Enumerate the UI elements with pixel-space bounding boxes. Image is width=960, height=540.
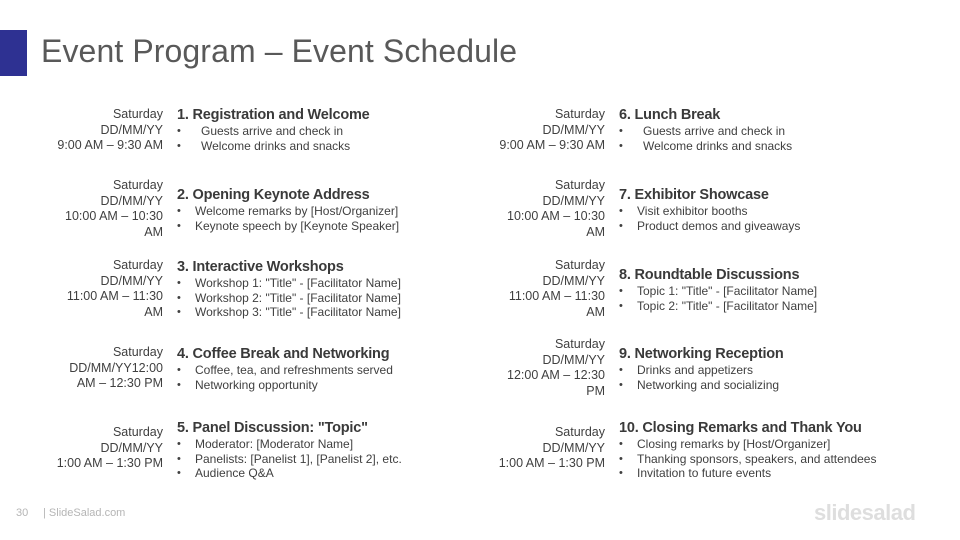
bullet-item: • Workshop 2: "Title" - [Facilitator Name]	[177, 291, 401, 306]
event-bullets	[619, 204, 800, 233]
bullet-item: • Moderator: [Moderator Name]	[177, 437, 402, 452]
footer-site-link: | SlideSalad.com	[43, 507, 126, 519]
event-title: 1. Registration and Welcome	[177, 107, 370, 123]
event-4-when	[30, 345, 163, 392]
event-time-suffix: AM	[586, 304, 605, 319]
event-time: 12:00 AM – 12:30	[507, 368, 605, 382]
event-time: 1:00 AM – 1:30 PM	[56, 456, 163, 470]
bullet-item: • Welcome remarks by [Host/Organizer]	[177, 204, 399, 219]
bullet-item: • Panelists: [Panelist 1], [Panelist 2], etc.	[177, 452, 402, 467]
event-time-suffix: AM	[144, 224, 163, 239]
event-5-when	[30, 425, 163, 472]
event-bullets	[177, 276, 401, 320]
event-date: DD/MM/YY12:00	[69, 360, 163, 375]
event-day: Saturday	[112, 178, 163, 192]
event-date: DD/MM/YY	[542, 440, 605, 455]
bullet-item: • Visit exhibitor booths	[619, 204, 800, 219]
event-date: DD/MM/YY	[542, 352, 605, 367]
event-bullets	[177, 204, 399, 233]
event-day: Saturday	[554, 337, 605, 351]
bullet-item: • Workshop 3: "Title" - [Facilitator Name]	[177, 305, 401, 320]
event-9-when	[470, 337, 605, 399]
event-bullets	[177, 124, 370, 153]
title-accent-bar	[0, 30, 27, 76]
event-4-info	[177, 346, 393, 392]
bullet-item: • Closing remarks by [Host/Organizer]	[619, 437, 876, 452]
event-8-when	[470, 258, 605, 320]
page-number: 30	[16, 507, 29, 519]
event-5-info	[177, 420, 402, 481]
event-3-when	[30, 258, 163, 320]
event-1-when	[30, 107, 163, 154]
bullet-item: • Networking opportunity	[177, 378, 393, 393]
bullet-item: • Keynote speech by [Keynote Speaker]	[177, 219, 399, 234]
event-bullets	[619, 124, 792, 153]
event-8-info	[619, 267, 817, 313]
bullet-item: • Product demos and giveaways	[619, 219, 800, 234]
event-10-when	[470, 425, 605, 472]
bullet-item: • Topic 1: "Title" - [Facilitator Name]	[619, 284, 817, 299]
bullet-item: • Coffee, tea, and refreshments served	[177, 363, 393, 378]
event-3-info	[177, 259, 401, 320]
event-bullets	[177, 437, 402, 481]
event-7-when	[470, 178, 605, 240]
bullet-item: • Networking and socializing	[619, 378, 784, 393]
bullet-item: • Workshop 1: "Title" - [Facilitator Name]	[177, 276, 401, 291]
event-date: DD/MM/YY	[100, 273, 163, 288]
bullet-item: • Welcome drinks and snacks	[619, 139, 792, 154]
event-time: 11:00 AM – 11:30	[508, 289, 605, 303]
event-time: AM – 12:30 PM	[76, 376, 163, 390]
event-2-when	[30, 178, 163, 240]
brand-logo: slidesalad	[814, 500, 916, 525]
event-time-suffix: AM	[144, 304, 163, 319]
event-day: Saturday	[554, 425, 605, 439]
event-date: DD/MM/YY	[100, 193, 163, 208]
bullet-item: • Audience Q&A	[177, 466, 402, 481]
page-title: Event Program – Event Schedule	[41, 33, 518, 69]
event-title: 2. Opening Keynote Address	[177, 187, 370, 203]
event-10-info	[619, 420, 876, 481]
event-time: 10:00 AM – 10:30	[65, 209, 163, 223]
event-title: 3. Interactive Workshops	[177, 259, 344, 275]
event-title: 10. Closing Remarks and Thank You	[619, 420, 862, 436]
event-time: 9:00 AM – 9:30 AM	[57, 138, 163, 152]
event-day: Saturday	[554, 258, 605, 272]
bullet-item: • Thanking sponsors, speakers, and attendees	[619, 452, 876, 467]
event-7-info	[619, 187, 800, 233]
event-bullets	[177, 363, 393, 392]
event-date: DD/MM/YY	[100, 440, 163, 455]
event-day: Saturday	[112, 107, 163, 121]
event-date: DD/MM/YY	[542, 273, 605, 288]
event-1-info	[177, 107, 370, 153]
bullet-item: • Invitation to future events	[619, 466, 876, 481]
event-title: 8. Roundtable Discussions	[619, 267, 800, 283]
event-time: 11:00 AM – 11:30	[66, 289, 163, 303]
event-bullets	[619, 437, 876, 481]
event-day: Saturday	[112, 425, 163, 439]
event-6-info	[619, 107, 792, 153]
event-time: 10:00 AM – 10:30	[507, 209, 605, 223]
event-time: 1:00 AM – 1:30 PM	[498, 456, 605, 470]
bullet-item: • Welcome drinks and snacks	[177, 139, 370, 154]
event-day: Saturday	[112, 345, 163, 359]
event-title: 4. Coffee Break and Networking	[177, 346, 390, 362]
event-time-suffix: AM	[586, 224, 605, 239]
event-bullets	[619, 284, 817, 313]
event-day: Saturday	[112, 258, 163, 272]
event-day: Saturday	[554, 178, 605, 192]
event-day: Saturday	[554, 107, 605, 121]
bullet-item: • Guests arrive and check in	[619, 124, 792, 139]
event-9-info	[619, 346, 784, 392]
event-6-when	[470, 107, 605, 154]
event-date: DD/MM/YY	[542, 122, 605, 137]
event-title: 7. Exhibitor Showcase	[619, 187, 769, 203]
event-time-suffix: PM	[586, 383, 605, 398]
event-2-info	[177, 187, 399, 233]
bullet-item: • Topic 2: "Title" - [Facilitator Name]	[619, 299, 817, 314]
event-title: 5. Panel Discussion: "Topic"	[177, 420, 368, 436]
event-title: 6. Lunch Break	[619, 107, 721, 123]
event-title: 9. Networking Reception	[619, 346, 784, 362]
bullet-item: • Drinks and appetizers	[619, 363, 784, 378]
event-time: 9:00 AM – 9:30 AM	[499, 138, 605, 152]
event-date: DD/MM/YY	[100, 122, 163, 137]
event-date: DD/MM/YY	[542, 193, 605, 208]
bullet-item: • Guests arrive and check in	[177, 124, 370, 139]
event-bullets	[619, 363, 784, 392]
